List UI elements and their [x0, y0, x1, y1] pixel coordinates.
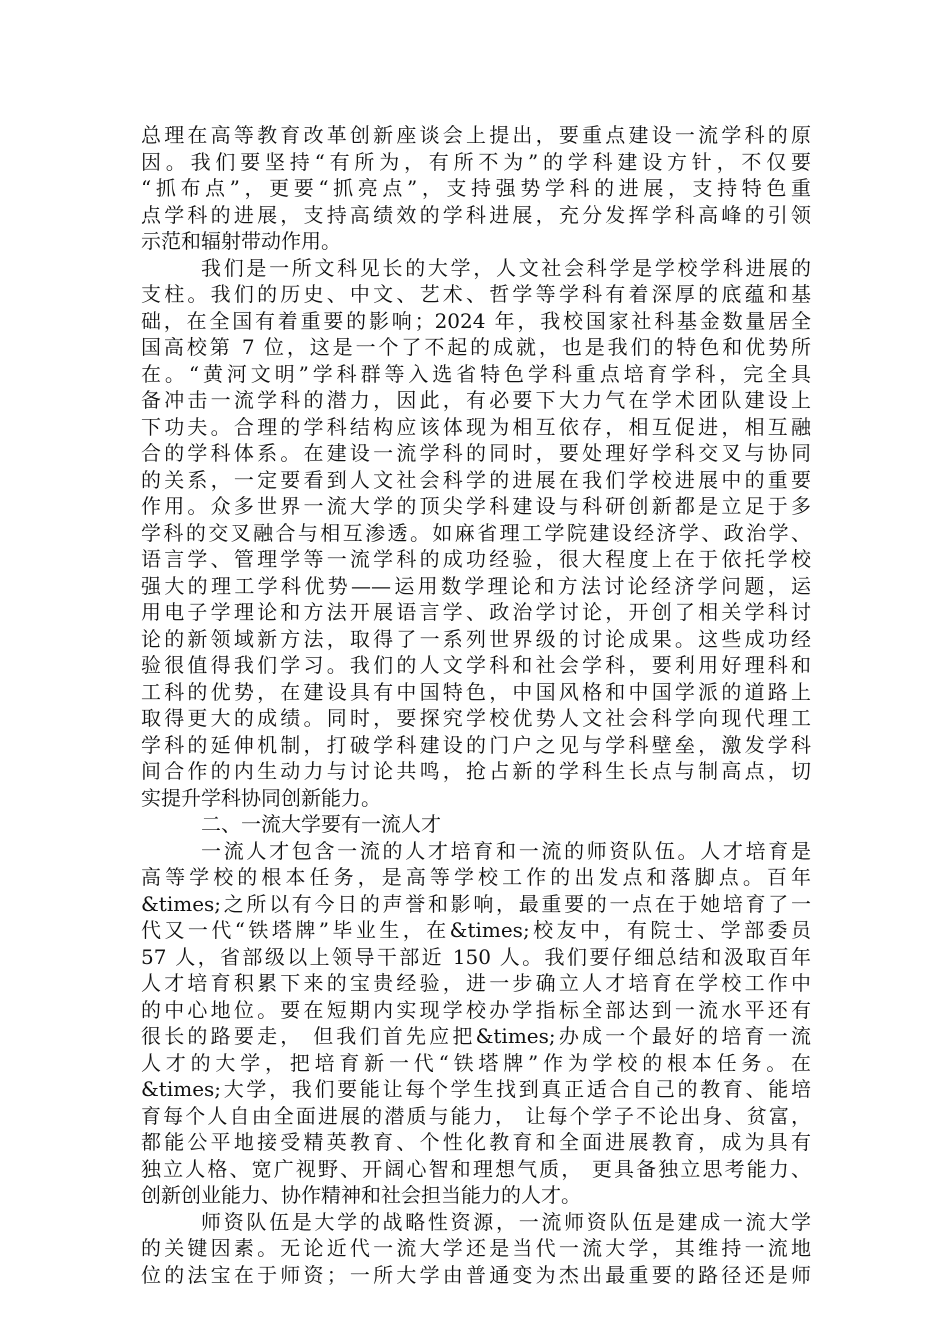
text-line: 论的新领域新方法，取得了一系列世界级的讨论成果。这些成功经 — [141, 626, 811, 651]
text-line: 总理在高等教育改革创新座谈会上提出，要重点建设一流学科的原 — [141, 123, 811, 147]
text-line: 的关系，一定要看到人文社会科学的进展在我们学校进展中的重要 — [141, 467, 811, 492]
text-line: 础，在全国有着重要的影响；2024 年，我校国家社科基金数量居全 — [141, 308, 811, 333]
text-line: 合的学科体系。在建设一流学科的同时，要处理好学科交叉与协同 — [141, 441, 811, 465]
text-line: 都能公平地接受精英教育、个性化教育和全面进展教育，成为具有 — [141, 1130, 811, 1154]
text-line: 师资队伍是大学的战略性资源，一流师资队伍是建成一流大学 — [201, 1209, 811, 1234]
document-page — [141, 122, 811, 1288]
paragraph — [141, 122, 811, 255]
text-line: 间合作的内生动力与讨论共鸣，抢占新的学科生长点与制高点，切 — [141, 759, 811, 783]
paragraph — [141, 255, 811, 812]
text-line: 强大的理工学科优势——运用数学理论和方法讨论经济学问题，运 — [141, 573, 811, 598]
text-line: 57 人，省部级以上领导干部近 150 人。我们要仔细总结和汲取百年 — [141, 944, 811, 969]
text-line: 工科的优势，在建设具有中国特色，中国风格和中国学派的道路上 — [141, 679, 811, 704]
text-line: 备冲击一流学科的潜力，因此，有必要下大力气在学术团队建设上 — [141, 388, 811, 412]
text-line: 代又一代“铁塔牌”毕业生，在&times;校友中，有院士、学部委员 — [141, 918, 811, 942]
text-line: 点学科的进展，支持高绩效的学科进展，充分发挥学科高峰的引领 — [141, 202, 811, 227]
text-line: 创新创业能力、协作精神和社会担当能力的人才。 — [141, 1183, 581, 1207]
text-line: 语言学、管理学等一流学科的成功经验，很大程度上在于依托学校 — [141, 547, 811, 571]
text-line: 国高校第 7 位，这是一个了不起的成就，也是我们的特色和优势所 — [141, 335, 811, 359]
text-line: 实提升学科协同创新能力。 — [141, 785, 381, 810]
text-line: 验很值得我们学习。我们的人文学科和社会学科，要利用好理科和 — [141, 653, 811, 677]
text-line: 的关键因素。无论近代一流大学还是当代一流大学，其维持一流地 — [141, 1236, 811, 1260]
text-line: “抓布点”，更要“抓亮点”，支持强势学科的进展，支持特色重 — [141, 176, 811, 200]
text-line: 人才培育积累下来的宝贵经验，进一步确立人才培育在学校工作中 — [141, 971, 811, 995]
text-line: 作用。众多世界一流大学的顶尖学科建设与科研创新都是立足于多 — [141, 494, 811, 518]
text-line: 用电子学理论和方法开展语言学、政治学讨论，开创了相关学科讨 — [141, 600, 811, 624]
text-line: 取得更大的成绩。同时，要探究学校优势人文社会科学向现代理工 — [141, 706, 811, 730]
text-line: 很长的路要走， 但我们首先应把&times;办成一个最好的培育一流 — [141, 1024, 811, 1048]
text-line: 的中心地位。要在短期内实现学校办学指标全部达到一流水平还有 — [141, 997, 811, 1022]
text-line: 独立人格、宽广视野、开阔心智和理想气质， 更具备独立思考能力、 — [141, 1156, 811, 1181]
text-line: 一流人才包含一流的人才培育和一流的师资队伍。人才培育是 — [201, 838, 811, 863]
text-line: 示范和辐射带动作用。 — [141, 229, 341, 253]
section-heading: 二、一流大学要有一流人才 — [201, 812, 441, 836]
text-line: 因。我们要坚持“有所为，有所不为”的学科建设方针，不仅要 — [141, 149, 811, 174]
text-line: 学科的延伸机制，打破学科建设的门户之见与学科壁垒，激发学科 — [141, 732, 811, 757]
text-line: 支柱。我们的历史、中文、艺术、哲学等学科有着深厚的底蕴和基 — [141, 282, 811, 306]
paragraph — [141, 1209, 811, 1289]
text-line: 下功夫。合理的学科结构应该体现为相互依存，相互促进，相互融 — [141, 414, 811, 439]
text-line: &times;之所以有今日的声誉和影响，最重要的一点在于她培育了一 — [141, 891, 811, 916]
text-line: 人才的大学，把培育新一代“铁塔牌”作为学校的根本任务。在 — [141, 1050, 811, 1075]
text-line: 我们是一所文科见长的大学，人文社会科学是学校学科进展的 — [201, 255, 811, 280]
text-line: 育每个人自由全面进展的潜质与能力， 让每个学子不论出身、贫富， — [141, 1103, 811, 1128]
text-line: 高等学校的根本任务，是高等学校工作的出发点和落脚点。百年 — [141, 865, 811, 889]
text-line: 在。“黄河文明”学科群等入选省特色学科重点培育学科，完全具 — [141, 361, 811, 386]
text-line: 位的法宝在于师资；一所大学由普通变为杰出最重要的路径还是师 — [141, 1262, 811, 1287]
text-line: &times;大学，我们要能让每个学生找到真正适合自己的教育、能培 — [141, 1077, 811, 1101]
paragraph — [141, 838, 811, 1209]
text-line: 学科的交叉融合与相互渗透。如麻省理工学院建设经济学、政治学、 — [141, 520, 811, 545]
